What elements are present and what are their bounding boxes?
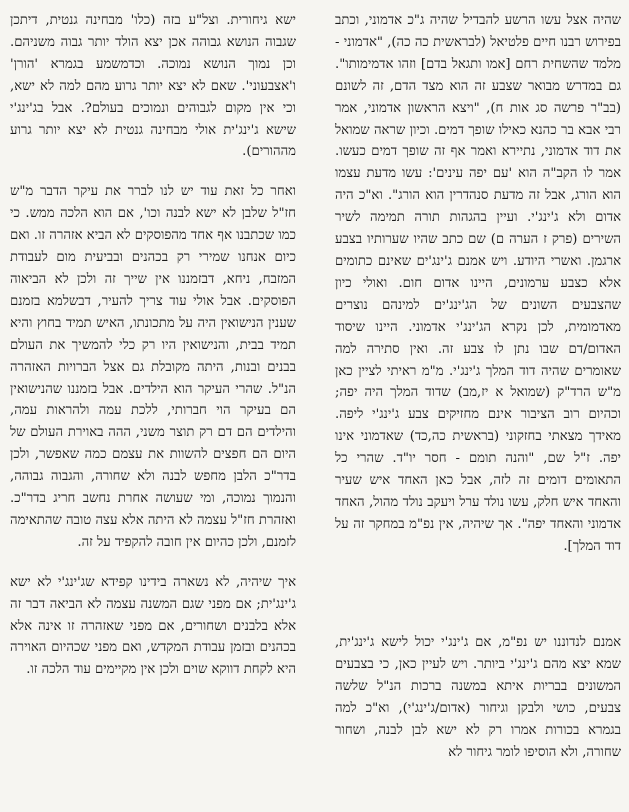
right-column	[335, 10, 621, 806]
right-paragraph-2: אמנם לנדוננו יש נפ"מ, אם ג'ינג'י יכול לישא ג'ינג'ית, שמא יצא מהם ג'ינג'י ביותר. ויש לעיין כאן, כי בצבעים המשונים בבריות איתא במשנה ברכות הנ"ל שלשה צבעים, כושי ולבקן וגיחור (אדום/ג'ינג'י), וא"כ למה בגמרא בכורות אמרו רק לא ישא לבן לבנה, ושחור שחורה, ולא הוסיפו לומר גיחור לא	[335, 635, 621, 760]
left-paragraph-1: ישא גיחורית. וצל"ע בזה (כלו' מבחינה גנטית, דיתכן שגבוה הנושא גבוהה אכן יצא הולד יותר גבוה משניהם. וכן נמוך הנושא נמוכה. וכדמשמע בגמרא 'הורן' ו'אצבעוני'. שאם לא יצא יותר גרוע מהם למה לא ישא, וכי אין מקום לגבוהים ונמוכים בעולם?. אבל בג'ינג'י שישא ג'ינג'ית אולי מבחינה גנטית לא יצא יותר גרוע מההורים).	[10, 13, 296, 160]
left-column	[10, 10, 296, 806]
left-paragraph-3: איך שיהיה, לא נשארה בידינו קפידא שג'ינג'י לא ישא ג'ינג'ית; אם מפני שגם המשנה עצמה לא הביאה דבר זה אלא בלבנים ושחורים, אם מפני שאזהרה זו אינה אלא בכהנים ובזמן עבודת המקדש, ואם מפני שכהיום האוירה היא לקחת דווקא שוים ולכן אין מקיימים עוד הלכה זו.	[10, 574, 296, 678]
right-paragraph-1: שהיה אצל עשו הרשע להבדיל שהיה ג"כ אדמוני, וכתב בפירוש רבנו חיים פלטיאל (לבראשית כה כה), "אדמוני - מלמד שהשחית רחם [אמו ותגאל בדם] וזהו אדמימותו". גם במדרש מבואר שצבע זה הוא מצד הדם, זה לשונם (בב"ר פרשה סג אות ח), "ויצא הראשון אדמוני, אמר רבי אבא בר כהנא כאילו שופך דמים. וכיון שראה שמואל את דוד אדמוני, נתיירא ואמר אף זה שופך דמים כעשו. אמר לו הקב"ה הוא 'עם יפה עינים': עשו מדעת עצמו הוא הורג, אבל זה מדעת סנהדרין הוא הורג". וא"כ היה אדום ולא ג'ינג'י. ועיין בהגהות תורה תמימה לשיר השירים (פרק ז הערה ם) שם כתב שהיו שערותיו בצבע ארגמן. ואשרי היודע. ויש אמנם ג'ינג'ים שאינם כתומים אלא כצבע ערמונים, היינו אדום חום. ואולי כיון שהצבעים השונים של הג'ינג'ים למינהם נוצרים מאדמומית, לכן נקרא הג'ינג'י אדמוני. היינו שיסוד האדום/דם שבו נתן לו צבע זה. ואין סתירה למה שאומרים שהיה דוד המלך ג'ינג'י. מ"מ ראיתי לציין כאן מ"ש הרד"ק (שמואל א יז,מב) שדוד המלך היה יפה; וכהיום רוב הציבור אינם מחזיקים צבע ג'ינג'י ליפה. מאידך מצאתי בחזקוני (בראשית כה,כד) שאדמוני אינו יפה. ז"ל שם, "והנה תומם - חסר יו"ד. שהרי כל התאומים דומים זה לזה, אבל כאן האחד איש שעיר והאחד איש חלק, עשו נולד ערל ויעקב נולד מהול, האחד אדמוני והאחד יפה". אך שיהיה, אין נפ"מ במחקר זה על דוד המלך].	[335, 13, 621, 554]
left-paragraph-2: ואחר כל זאת עוד יש לנו לברר את עיקר הדבר מ"ש חז"ל שלבן לא ישא לבנה וכו', אם הוא הלכה ממש. כי כמו שכתבנו אף אחד מהפוסקים לא הביא אזהרה זו. ואם כיום אנחנו שמירי רק בכהנים ובביעית מום לעבודת המזבח, ניחא, דבזמננו אין שייך זה ולכן לא הביאוה הפוסקים. אבל אולי עוד צריך להעיר, דבשלמא בזמנם שענין הנישואין היה על מתכונתו, האיש תמיד בחוץ והיא תמיד בבית, והנישואין היו רק כלי להמשיך את העולם בבנים ובנות, היתה מקובלת גם אצל הברויות האזהרה הנ"ל. שהרי העיקר הוא הילדים. אבל בזמננו שהנישואין הם בעיקר הוי חברותי, ללכת עמה ולהראות עמה, והילדים הם דם רק תוצר משני, ההה באוירת העולם של היום הם חפצים להשוות את עצמם כמה שאפשר, ולכן בדר"כ הלבן מחפש לבנה ולא שחורה, והגבוה גבוהה, והנמוך נמוכה, ומי שעושה אחרת נחשב חריג בדר"כ. ואזהרת חז"ל עצמה לא היתה אלא עצה טובה שהתאימה לזמנם, ולכן כהיום אין חובה להקפיד על זה.	[10, 184, 296, 550]
